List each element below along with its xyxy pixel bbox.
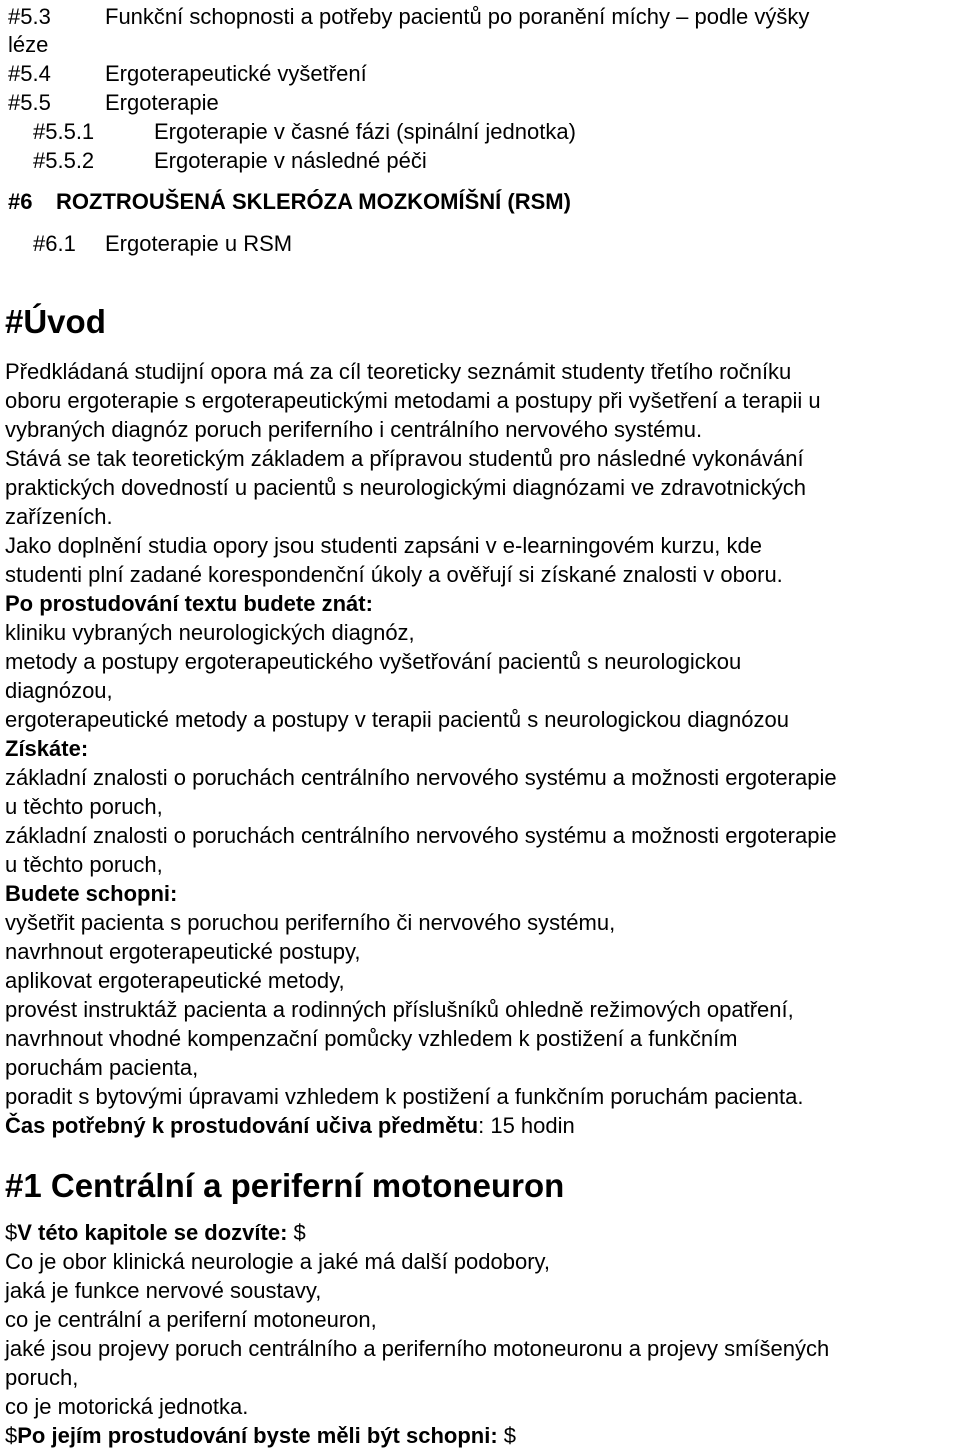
after-heading-text: Po jejím prostudování byste měli být schopni:: [17, 1423, 498, 1448]
toc-number: #6: [8, 189, 33, 214]
gain-item: základní znalosti o poruchách centrálního nervového systému a možnosti ergoterapie: [5, 823, 837, 848]
study-time-value: : 15 hodin: [478, 1113, 575, 1138]
able-item: vyšetřit pacienta s poruchou periferního či nervového systému,: [5, 910, 616, 935]
toc-title: Ergoterapeutické vyšetření: [105, 61, 367, 86]
dollar-marker: $: [287, 1220, 306, 1245]
intro-paragraph-2-line: zařízeních.: [5, 504, 113, 529]
toc-title: Funkční schopnosti a potřeby pacientů po poranění míchy – podle výšky: [105, 4, 810, 29]
toc-entry-5-4[interactable]: [8, 59, 367, 88]
toc-entry-5-5[interactable]: [8, 88, 219, 117]
toc-title: Ergoterapie v následné péči: [154, 148, 427, 173]
able-item: navrhnout ergoterapeutické postupy,: [5, 939, 361, 964]
intro-paragraph-1-line: Předkládaná studijní opora má za cíl teoreticky seznámit studenty třetího ročníku: [5, 359, 792, 384]
intro-paragraph-2-line: Stává se tak teoretickým základem a přípravou studentů pro následné vykonávání: [5, 446, 804, 471]
toc-number: #5.3: [8, 4, 51, 29]
learn-item: co je centrální a periferní motoneuron,: [5, 1307, 377, 1332]
toc-title: Ergoterapie: [105, 90, 219, 115]
intro-paragraph-1-line: oboru ergoterapie s ergoterapeutickými metodami a postupy při vyšetření a terapii u: [5, 388, 821, 413]
dollar-marker: $: [5, 1423, 18, 1448]
intro-paragraph-2-line: praktických dovedností u pacientů s neurologickými diagnózami ve zdravotnických: [5, 475, 806, 500]
learn-heading-text: V této kapitole se dozvíte:: [17, 1220, 288, 1245]
toc-title: ROZTROUŠENÁ SKLERÓZA MOZKOMÍŠNÍ (RSM): [56, 189, 571, 214]
know-heading: Po prostudování textu budete znát:: [5, 591, 373, 616]
toc-entry-6[interactable]: [8, 187, 571, 216]
toc-number: #5.5.2: [33, 148, 95, 173]
learn-item: Co je obor klinická neurologie a jaké má další podobory,: [5, 1249, 551, 1274]
dollar-marker: $: [5, 1220, 18, 1245]
learn-item: jaká je funkce nervové soustavy,: [5, 1278, 322, 1303]
intro-paragraph-3-line: Jako doplnění studia opory jsou studenti zapsáni v e-learningovém kurzu, kde: [5, 533, 763, 558]
learn-item: co je motorická jednotka.: [5, 1394, 249, 1419]
study-time-label: Čas potřebný k prostudování učiva předmětu: [5, 1113, 479, 1138]
know-item: ergoterapeutické metody a postupy v terapii pacientů s neurologickou diagnózou: [5, 707, 789, 732]
learn-item: jaké jsou projevy poruch centrálního a periferního motoneuronu a projevy smíšených: [5, 1336, 830, 1361]
toc-title: Ergoterapie v časné fázi (spinální jednotka): [154, 119, 576, 144]
toc-entry-5-3-continuation: léze: [8, 32, 49, 57]
intro-heading: #Úvod: [5, 303, 106, 340]
know-item: diagnózou,: [5, 678, 113, 703]
able-item: poradit s bytovými úpravami vzhledem k postižení a funkčním poruchám pacienta.: [5, 1084, 804, 1109]
toc-number: #5.4: [8, 61, 51, 86]
able-item: provést instruktáž pacienta a rodinných příslušníků ohledně režimových opatření,: [5, 997, 794, 1022]
learn-item: poruch,: [5, 1365, 79, 1390]
toc-entry-5-3[interactable]: [8, 2, 810, 31]
know-item: metody a postupy ergoterapeutického vyšetřování pacientů s neurologickou: [5, 649, 742, 674]
toc-number: #6.1: [33, 231, 76, 256]
gain-heading: Získáte:: [5, 736, 89, 761]
intro-paragraph-1-line: vybraných diagnóz poruch periferního i centrálního nervového systému.: [5, 417, 703, 442]
gain-item: u těchto poruch,: [5, 852, 163, 877]
able-heading: Budete schopni:: [5, 881, 178, 906]
know-item: kliniku vybraných neurologických diagnóz,: [5, 620, 415, 645]
intro-paragraph-3-line: studenti plní zadané korespondenční úkoly a ověřují si získané znalosti v oboru.: [5, 562, 783, 587]
toc-entry-5-5-2[interactable]: [33, 146, 427, 175]
chapter-learn-heading: [5, 1218, 306, 1247]
able-item: navrhnout vhodné kompenzační pomůcky vzhledem k postižení a funkčním: [5, 1026, 738, 1051]
toc-number: #5.5: [8, 90, 51, 115]
able-item: poruchám pacienta,: [5, 1055, 199, 1080]
toc-entry-6-1[interactable]: [33, 229, 293, 258]
gain-item: u těchto poruch,: [5, 794, 163, 819]
able-item: aplikovat ergoterapeutické metody,: [5, 968, 345, 993]
toc-number: #5.5.1: [33, 119, 95, 144]
toc-entry-5-5-1[interactable]: [33, 117, 576, 146]
chapter-after-heading: [5, 1421, 516, 1450]
chapter-1-heading: #1 Centrální a periferní motoneuron: [5, 1167, 565, 1204]
toc-title: Ergoterapie u RSM: [105, 231, 293, 256]
study-time: [5, 1111, 575, 1140]
dollar-marker: $: [497, 1423, 517, 1448]
gain-item: základní znalosti o poruchách centrálního nervového systému a možnosti ergoterapie: [5, 765, 837, 790]
